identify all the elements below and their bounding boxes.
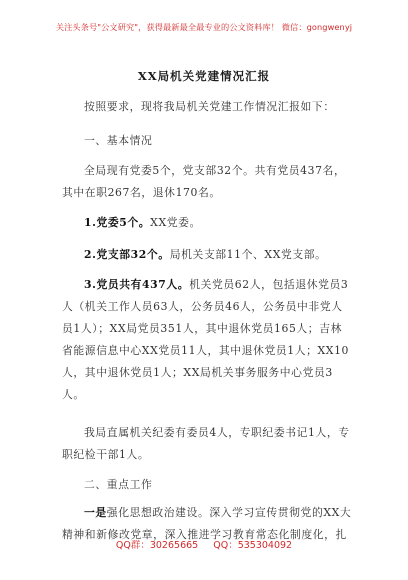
- basic-info-paragraph: 全局现有党委5个，党支部32个。共有党员437名，其中在职267名，退休170名。: [62, 164, 346, 199]
- document-title: XX局机关党建情况汇报: [137, 69, 271, 83]
- key-work-item-first-text: 强化思想政治建设。深入学习宣传贯彻党的XX大精神和新修改党章，深入推进学习教育常态化制度化，扎: [62, 506, 352, 541]
- item-party-committee: [62, 212, 352, 234]
- discipline-paragraph: 我局直属机关纪委有委员4人，专职纪委书记1人，专职纪检干部1人。: [62, 426, 350, 461]
- item-party-committee-text: XX党委。: [150, 216, 201, 229]
- item-party-branch: [62, 244, 352, 266]
- intro-paragraph: 按照要求，现将我局机关党建工作情况汇报如下：: [84, 100, 335, 113]
- item-party-members-bold: 3.党员共有437人。: [84, 278, 190, 291]
- section-heading-basic: 一、基本情况: [84, 134, 153, 147]
- item-party-members-text: 机关党员62人，包括退休党员3人（机关工作人员63人，公务员46人，公务员中非党人员1人）；XX局党员351人，其中退休党员165人；吉林省能源信息中心XX党员11人，其中退休党员1人；XX10人，其中退休党员1人；XX局机关事务服务中心党员3人。: [62, 278, 350, 401]
- footer-qq-group: QQ群：30265665: [115, 540, 199, 551]
- item-party-committee-bold: 1.党委5个。: [84, 216, 151, 229]
- section-heading-key-work: 二、重点工作: [84, 478, 153, 491]
- item-party-branch-text: 局机关支部11个、XX党支部。: [169, 248, 327, 261]
- item-party-branch-bold: 2.党支部32个。: [84, 248, 170, 261]
- footer-qq: QQ：535304092: [213, 540, 293, 551]
- item-party-members: [62, 274, 352, 406]
- key-work-item-first-bold: 一是: [84, 506, 107, 519]
- footer-contact: [0, 537, 408, 551]
- header-banner: 关注头条号"公文研究"，获得最新最全最专业的公文资料库！ 微信：gongwenyj: [55, 22, 353, 32]
